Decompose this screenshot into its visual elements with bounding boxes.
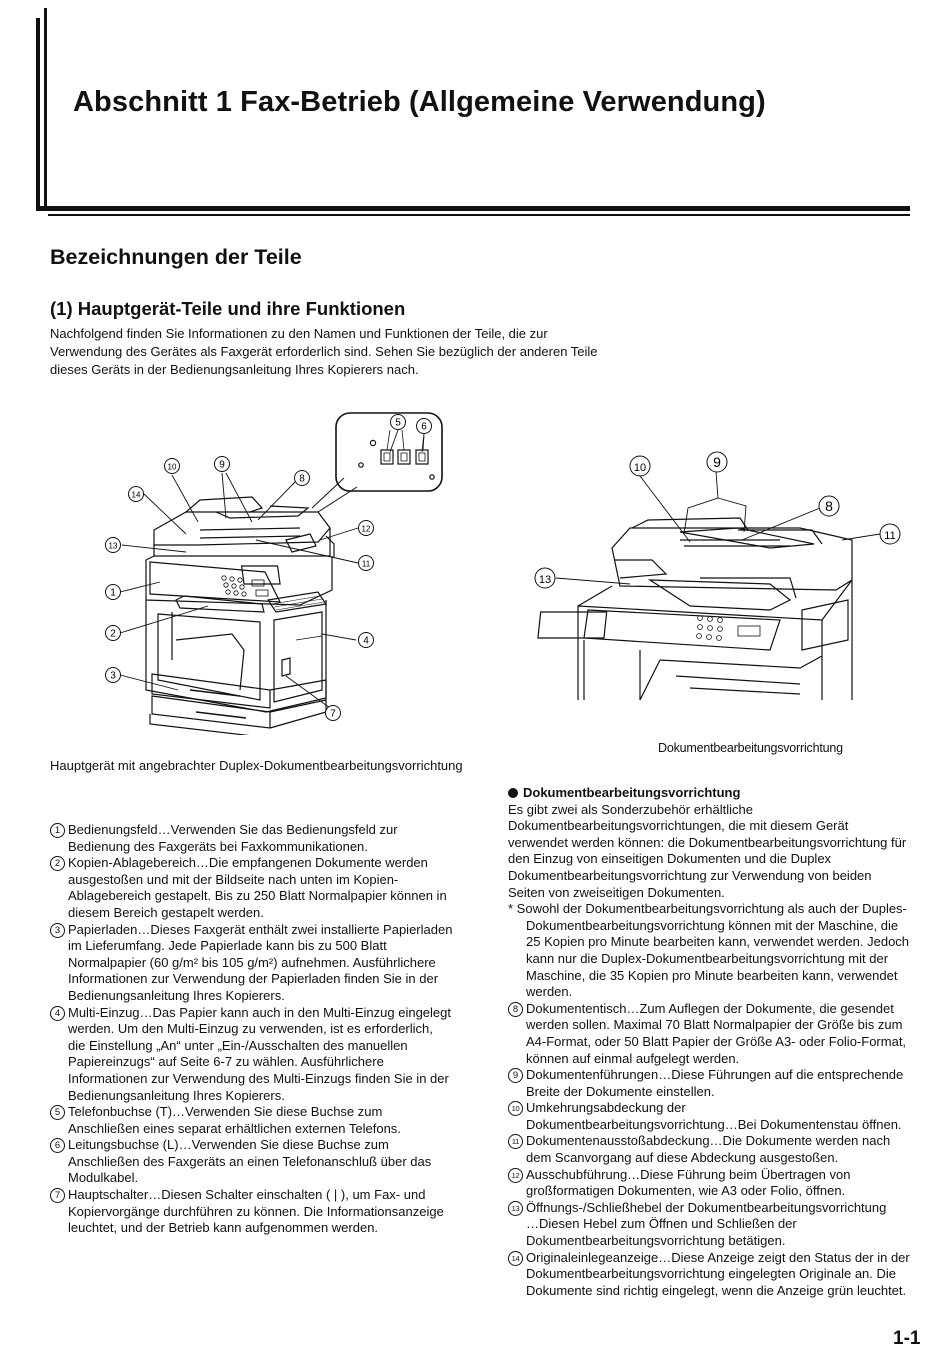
list-item [50,922,480,1005]
svg-text:10: 10 [167,462,177,472]
figure-caption-document-processor: Dokumentbearbeitungsvorrichtung [658,741,843,755]
callout-11-right [880,524,900,544]
item-number: 3 [50,923,65,938]
intro-line: Nachfolgend finden Sie Informationen zu den Namen und Funktionen der Teile, die zur [50,326,548,341]
subsection-title: (1) Hauptgerät-Teile und ihre Funktionen [50,298,406,319]
item-line: Informationen zur Verwendung des Multi-Einzugs finden Sie in der [68,1070,449,1086]
list-item [508,1167,920,1200]
right-column-document-processor [508,785,920,1299]
item-line: Bedienungsanleitung Ihres Kopierers. [68,987,285,1003]
item-line: Bedienungsanleitung Ihres Kopierers. [68,1087,285,1103]
item-line: dem Scanvorgang auf diese Abdeckung ausgestoßen. [526,1150,839,1166]
item-line: leuchtet, und der Betrieb kann aufgenommen werden. [68,1220,379,1236]
item-line: Anschließen des Faxgeräts an einen Telefonanschluß über das [68,1153,432,1169]
callout-5 [391,415,406,430]
callout-12 [359,521,374,536]
svg-text:5: 5 [395,417,401,429]
item-number: 7 [50,1188,65,1203]
list-item [50,1187,480,1237]
right-intro-line: verwendet werden können: die Dokumentbearbeitungsvorrichtung für [508,834,907,850]
item-line: Kopiervorgänge durchführen zu können. Die Informationsanzeige [68,1203,444,1219]
item-line: Normalpapier (60 g/m² bis 105 g/m²) aufnehmen. Ausführlichere [68,954,436,970]
right-callouts [535,452,900,588]
svg-text:6: 6 [421,421,427,433]
header-frame-bottom-rule-thin [48,214,910,216]
header-frame-left-outer [36,18,40,210]
svg-text:14: 14 [131,490,141,500]
svg-text:2: 2 [110,628,116,640]
item-number: 1 [50,823,65,838]
callout-11 [359,556,374,571]
svg-text:8: 8 [299,473,305,485]
callout-8 [295,471,310,486]
callout-9-right [707,452,727,472]
svg-text:4: 4 [363,635,369,647]
list-item [50,822,480,855]
callout-4 [359,633,374,648]
left-column-parts-list [50,822,480,1237]
item-number: 10 [508,1101,523,1116]
item-line: Papiereinzugs“ auf Seite 6-7 zu wählen. Ausführlichere [68,1054,384,1070]
header-frame-left-inner [44,8,47,210]
item-number: 4 [50,1006,65,1021]
page-number: 1-1 [893,1328,921,1349]
svg-text:7: 7 [330,708,336,720]
list-item [508,1200,920,1250]
item-line: Kopien-Ablagebereich…Die empfangenen Dokumente werden [68,855,428,871]
svg-text:9: 9 [713,454,721,470]
item-line: Öffnungs-/Schließhebel der Dokumentbearbeitungsvorrichtung [526,1199,887,1215]
item-line: Originaleinlegeanzeige…Diese Anzeige zeigt den Status der in der [526,1249,910,1265]
item-line: Modulkabel. [68,1170,139,1186]
item-line: Breite der Dokumente einstellen. [526,1083,715,1099]
item-number: 13 [508,1201,523,1216]
item-line: die Einstellung „An“ unter „Ein-/Ausschalten des manuellen [68,1037,408,1053]
item-line: Telefonbuchse (T)…Verwenden Sie diese Buchse zum [68,1104,383,1120]
item-line: Anschließen eines separat erhältlichen externen Telefons. [68,1120,401,1136]
chapter-title: Abschnitt 1 Fax-Betrieb (Allgemeine Verwendung) [73,86,766,118]
item-line: werden. Um den Multi-Einzug zu verwenden, ist es erforderlich, [68,1021,433,1037]
list-item [50,1137,480,1187]
svg-text:11: 11 [361,559,371,569]
item-number: 12 [508,1168,523,1183]
callout-9 [215,457,230,472]
right-note [508,901,920,1001]
right-intro [508,802,920,902]
svg-text:3: 3 [110,670,116,682]
item-line: Bedienungsfeld…Verwenden Sie das Bedienungsfeld zur [68,822,398,837]
intro-line: Verwendung des Gerätes als Faxgerät erforderlich sind. Sehen Sie bezüglich der anderen Teile [50,344,598,359]
section-title: Bezeichnungen der Teile [50,245,302,269]
item-line: Informationen zur Verwendung der Papierladen finden Sie in der [68,971,439,987]
item-line: Dokumentenausstoßabdeckung…Die Dokumente werden nach [526,1133,891,1149]
item-number: 9 [508,1068,523,1083]
right-intro-line: den Einzug von einseitigen Dokumenten und die Duplex [508,851,832,867]
svg-text:13: 13 [108,541,118,551]
right-column-header [508,785,920,802]
header-frame-bottom-rule [36,206,910,211]
bullet-icon [508,788,518,798]
intro-paragraph [50,325,650,379]
callout-14 [129,487,144,502]
list-item [508,1067,920,1100]
item-line: können auf einmal aufgelegt werden. [526,1050,740,1066]
item-line: Dokumentbearbeitungsvorrichtung betätigen. [526,1233,786,1249]
callout-3 [106,668,121,683]
item-line: Multi-Einzug…Das Papier kann auch in den Multi-Einzug eingelegt [68,1004,451,1020]
list-item [50,855,480,921]
item-number: 6 [50,1138,65,1153]
figure-caption-main-unit: Hauptgerät mit angebrachter Duplex-Dokumentbearbeitungsvorrichtung [50,758,463,773]
list-item [50,1005,480,1105]
item-number: 8 [508,1002,523,1017]
right-note-line: 25 Kopien pro Minute bearbeiten kann, verwendet werden. Jedoch [526,934,910,950]
callout-10 [165,459,180,474]
item-line: Bedienung des Faxgeräts bei Faxkommunikationen. [68,838,368,854]
item-line: Ausschubführung…Diese Führung beim Übertragen von [526,1166,851,1182]
item-line: ausgestoßen und mit der Bildseite nach unten im Kopien- [68,871,399,887]
right-note-line: werden. [526,984,573,1000]
item-line: …Diesen Hebel zum Öffnen und Schließen der [526,1216,797,1232]
callout-7 [326,706,341,721]
callout-10-right [630,456,650,476]
item-line: Hauptschalter…Diesen Schalter einschalten ( | ), um Fax- und [68,1187,426,1203]
svg-text:1: 1 [110,587,116,599]
right-note-line: Dokumentbearbeitungsvorrichtung können mit der Maschine, die [526,917,899,933]
item-number: 2 [50,856,65,871]
callout-1 [106,585,121,600]
list-item [508,1100,920,1133]
item-line: Dokumente sind richtig eingelegt, wenn die Anzeige grün leuchtet. [526,1282,907,1298]
item-number: 14 [508,1251,523,1266]
right-intro-line: Dokumentbearbeitungsvorrichtungen, die mit diesem Gerät [508,818,849,834]
item-line: großformatigen Dokumenten, wie A3 oder Folio, öffnen. [526,1183,846,1199]
main-unit-drawing [146,413,442,735]
right-intro-line: Seiten von zweiseitigen Dokumenten. [508,884,725,900]
svg-text:12: 12 [361,524,371,534]
item-line: Ablagebereich gestapelt. Bis zu 250 Blatt Normalpapier können in [68,888,447,904]
svg-text:11: 11 [884,530,896,542]
callout-8-right [819,496,839,516]
list-item [508,1250,920,1300]
callout-13 [106,538,121,553]
document-processor-drawing [538,518,852,700]
list-item [508,1001,920,1067]
item-number: 5 [50,1105,65,1120]
item-line: Dokumentenführungen…Diese Führungen auf die entsprechende [526,1067,904,1083]
left-leader-lines [120,430,424,708]
callout-6 [417,419,432,434]
item-line: werden sollen. Maximal 70 Blatt Normalpapier der Größe bis zum [526,1017,903,1033]
item-line: Papierladen…Dieses Faxgerät enthält zwei installierte Papierladen [68,921,453,937]
right-note-line: Maschine, die 35 Kopien pro Minute bearbeiten kann, verwendet [526,967,898,983]
machine-illustrations [0,395,950,735]
item-line: Dokumentbearbeitungsvorrichtung…Bei Dokumentenstau öffnen. [526,1116,902,1132]
svg-text:8: 8 [825,498,833,514]
item-line: Dokumentbearbeitungsvorrichtung eingelegten Originale an. Die [526,1266,897,1282]
item-line: Umkehrungsabdeckung der [526,1100,686,1116]
svg-text:13: 13 [538,574,552,586]
item-line: im Lieferumfang. Jede Papierlade kann bis zu 500 Blatt [68,938,387,954]
item-line: A4-Format, oder 50 Blatt Papier der Größe A3- oder Folio-Format, [526,1033,907,1049]
callout-2 [106,626,121,641]
right-intro-line: Es gibt zwei als Sonderzubehör erhältliche [508,801,753,817]
item-line: diesem Bereich gestapelt werden. [68,904,264,920]
right-note-line: kann nur die Duplex-Dokumentbearbeitungsvorrichtung mit der [526,950,889,966]
item-line: Leitungsbuchse (L)…Verwenden Sie diese Buchse zum [68,1137,389,1153]
list-item [50,1104,480,1137]
item-number: 11 [508,1134,523,1149]
intro-line: dieses Geräts in der Bedienungsanleitung Ihres Kopierers nach. [50,362,419,377]
svg-text:10: 10 [633,462,647,474]
callout-13-right [535,568,555,588]
list-item [508,1133,920,1166]
right-intro-line: Dokumentbearbeitungsvorrichtung zur Verwendung von beiden [508,867,872,883]
item-line: Dokumententisch…Zum Auflegen der Dokumente, die gesendet [526,1000,894,1016]
svg-text:9: 9 [219,459,225,471]
right-note-line: * Sowohl der Dokumentbearbeitungsvorrichtung als auch der Duples- [508,901,907,917]
right-header-text: Dokumentbearbeitungsvorrichtung [523,785,741,800]
